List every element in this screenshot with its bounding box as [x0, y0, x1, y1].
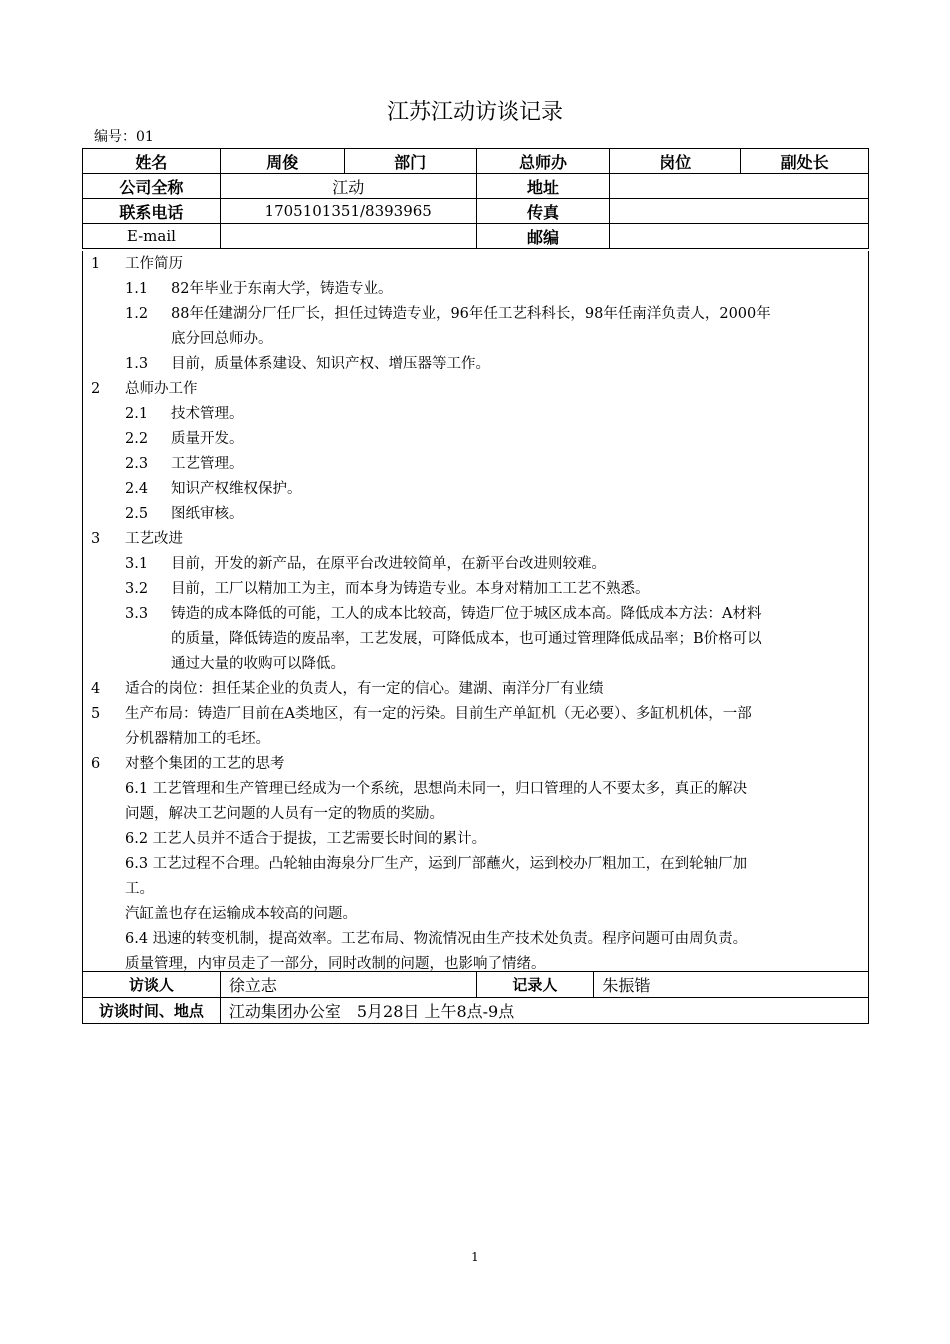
position-label: 岗位 — [610, 149, 741, 174]
document-number: 编号：01 — [94, 129, 154, 145]
section-heading: 工作简历 — [125, 256, 183, 272]
company-label: 公司全称 — [83, 174, 221, 199]
dept-value: 总师办 — [476, 149, 610, 174]
dept-label: 部门 — [344, 149, 476, 174]
item-text: 82年毕业于东南大学，铸造专业。 — [171, 281, 393, 297]
table-row — [83, 972, 869, 998]
section-number: 5 — [91, 706, 101, 722]
company-value: 江动 — [220, 174, 476, 199]
name-value: 周俊 — [220, 149, 344, 174]
item-number: 2.3 — [125, 456, 149, 472]
table-row — [83, 224, 869, 249]
email-label: E-mail — [83, 224, 221, 249]
item-number: 3.2 — [125, 581, 149, 597]
item-number: 2.5 — [125, 506, 149, 522]
section-heading: 适合的岗位：担任某企业的负责人，有一定的信心。建湖、南洋分厂有业绩 — [125, 681, 604, 697]
time-place-label: 访谈时间、地点 — [83, 998, 221, 1024]
item-text: 分机器精加工的毛坯。 — [125, 731, 270, 747]
section-number: 4 — [91, 681, 101, 697]
item-text: 质量管理，内审员走了一部分，同时改制的问题，也影响了情绪。 — [125, 956, 546, 972]
post-value — [610, 224, 869, 249]
item-text: 6.4 迅速的转变机制，提高效率。工艺布局、物流情况由生产技术处负责。程序问题可由周负责。 — [125, 931, 748, 947]
section-number: 3 — [91, 531, 101, 547]
item-text: 6.2 工艺人员并不适合于提拔，工艺需要长时间的累计。 — [125, 831, 487, 847]
table-row — [83, 199, 869, 224]
item-text: 6.3 工艺过程不合理。凸轮轴由海泉分厂生产，运到厂部蘸火，运到校办厂粗加工，在到轮轴厂加 — [125, 856, 748, 872]
table-row — [83, 174, 869, 199]
time-place-value: 江动集团办公室 5月28日 上午8点-9点 — [220, 998, 868, 1024]
item-number: 2.1 — [125, 406, 149, 422]
item-text: 目前，开发的新产品，在原平台改进较简单，在新平台改进则较难。 — [171, 556, 606, 572]
item-number: 1.1 — [125, 281, 149, 297]
recorder-value: 朱振锴 — [594, 972, 869, 998]
section-heading: 工艺改进 — [125, 531, 183, 547]
interviewer-label: 访谈人 — [83, 972, 221, 998]
address-label: 地址 — [476, 174, 610, 199]
item-text: 88年任建湖分厂任厂长，担任过铸造专业，96年任工艺科科长，98年任南洋负责人，2000年 — [171, 306, 771, 322]
phone-value: 1705101351/8393965 — [220, 199, 476, 224]
item-text: 工。 — [125, 881, 154, 897]
document-title: 江苏江动访谈记录 — [386, 100, 563, 125]
item-text: 通过大量的收购可以降低。 — [171, 656, 345, 672]
section-number: 2 — [91, 381, 101, 397]
item-number: 2.4 — [125, 481, 149, 497]
position-value: 副处长 — [741, 149, 869, 174]
recorder-label: 记录人 — [476, 972, 594, 998]
interview-content — [82, 251, 869, 971]
item-number: 2.2 — [125, 431, 149, 447]
name-label: 姓名 — [83, 149, 221, 174]
item-text: 技术管理。 — [171, 406, 244, 422]
item-text: 工艺管理。 — [171, 456, 244, 472]
post-label: 邮编 — [476, 224, 610, 249]
item-text: 的质量，降低铸造的废品率，工艺发展，可降低成本，也可通过管理降低成品率；B价格可以 — [171, 631, 762, 647]
item-text: 6.1 工艺管理和生产管理已经成为一个系统，思想尚未同一，归口管理的人不要太多，真正的解决 — [125, 781, 748, 797]
item-text: 汽缸盖也存在运输成本较高的问题。 — [125, 906, 357, 922]
section-number: 1 — [91, 256, 101, 272]
item-text: 目前，工厂以精加工为主，而本身为铸造专业。本身对精加工工艺不熟悉。 — [171, 581, 650, 597]
page-number: 1 — [471, 1250, 479, 1264]
item-text: 问题，解决工艺问题的人员有一定的物质的奖励。 — [125, 806, 444, 822]
section-number: 6 — [91, 756, 101, 772]
info-table — [82, 148, 869, 249]
item-number: 1.3 — [125, 356, 149, 372]
item-text: 铸造的成本降低的可能，工人的成本比较高，铸造厂位于城区成本高。降低成本方法：A材料 — [171, 606, 762, 622]
item-text: 质量开发。 — [171, 431, 244, 447]
item-number: 3.1 — [125, 556, 149, 572]
interviewer-value: 徐立志 — [220, 972, 476, 998]
fax-label: 传真 — [476, 199, 610, 224]
item-text: 目前，质量体系建设、知识产权、增压器等工作。 — [171, 356, 490, 372]
item-text: 图纸审核。 — [171, 506, 244, 522]
item-text: 知识产权维权保护。 — [171, 481, 302, 497]
table-row — [83, 998, 869, 1024]
item-number: 3.3 — [125, 606, 149, 622]
section-heading: 对整个集团的工艺的思考 — [125, 756, 285, 772]
address-value — [610, 174, 869, 199]
table-row — [83, 149, 869, 174]
email-value — [220, 224, 476, 249]
section-heading: 生产布局：铸造厂目前在A类地区，有一定的污染。目前生产单缸机（无必要）、多缸机机体，一部 — [125, 706, 752, 722]
item-text: 底分回总师办。 — [171, 331, 273, 347]
item-number: 1.2 — [125, 306, 149, 322]
section-heading: 总师办工作 — [125, 381, 198, 397]
phone-label: 联系电话 — [83, 199, 221, 224]
footer-table — [82, 971, 869, 1024]
fax-value — [610, 199, 869, 224]
